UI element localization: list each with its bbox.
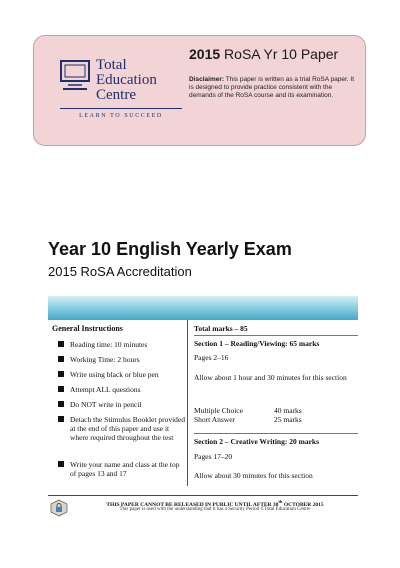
sa-marks: 25 marks: [274, 415, 302, 424]
instruction-item: Reading time: 10 minutes: [58, 340, 186, 349]
bullet-square-icon: [58, 341, 64, 347]
bullet-square-icon: [58, 461, 64, 467]
disclaimer-label: Disclaimer:: [189, 76, 225, 83]
security-notice-sub: This paper is used with the understanding that it has a Security Period ©Total Education Centre: [119, 507, 311, 512]
paper-title-text: RoSA Yr 10 Paper: [224, 46, 339, 62]
padlock-seal-icon: [50, 499, 68, 517]
instruction-item: Write your name and class at the top of pages 13 and 17: [58, 460, 186, 478]
paper-year: 2015: [189, 46, 221, 62]
total-marks: Total marks – 85: [194, 324, 248, 333]
bullet-square-icon: [58, 371, 64, 377]
disclaimer-text: This paper is written as a trial RoSA paper. It is designed to provide practice consistent with the demands of the RoSA course and its examination.: [189, 76, 355, 99]
security-notice: THIS PAPER CANNOT BE RELEASED IN PUBLIC UNTIL AFTER 30th OCTOBER 2015: [106, 499, 324, 508]
instruction-item: Detach the Stimulus Booklet provided at the end of this paper and use it where required throughout the test: [58, 415, 186, 442]
divider: [194, 433, 358, 434]
exam-subtitle: 2015 RoSA Accreditation: [48, 264, 192, 279]
decorative-banner: [48, 296, 358, 320]
instruction-item: Working Time: 2 hours: [58, 355, 186, 364]
logo-line-2: Education: [96, 72, 157, 88]
exam-title: Year 10 English Yearly Exam: [48, 239, 292, 259]
total-education-centre-logo: [60, 58, 182, 128]
logo-line-1: Total: [96, 57, 127, 73]
logo-line-3: Centre: [96, 87, 136, 103]
section1-pages: Pages 2–16: [194, 353, 229, 362]
section1-time: Allow about 1 hour and 30 minutes for this section: [194, 373, 347, 382]
logo-divider: [60, 108, 182, 109]
instruction-item: Attempt ALL questions: [58, 385, 186, 394]
logo-name: [96, 58, 157, 103]
computer-monitor-icon: [60, 60, 90, 92]
section2-pages: Pages 17–20: [194, 452, 233, 461]
logo-tagline: LEARN TO SUCCEED: [79, 113, 163, 119]
bullet-square-icon: [58, 416, 64, 422]
instruction-item: Write using black or blue pen: [58, 370, 186, 379]
section2-time: Allow about 30 minutes for this section: [194, 471, 313, 480]
bullet-square-icon: [58, 356, 64, 362]
security-footer: [48, 495, 358, 519]
footer-divider: [48, 495, 358, 496]
instruction-item: Do NOT write in pencil: [58, 400, 186, 409]
instructions-panel: [50, 320, 358, 490]
disclaimer: [189, 76, 359, 100]
paper-header-box: [33, 35, 366, 146]
section2-title: Section 2 – Creative Writing: 20 marks: [194, 437, 319, 446]
divider: [194, 335, 358, 336]
instructions-heading: General Instructions: [52, 324, 123, 333]
mc-label: Multiple Choice: [194, 406, 243, 415]
mc-marks: 40 marks: [274, 406, 302, 415]
section1-title: Section 1 – Reading/Viewing: 65 marks: [194, 339, 320, 348]
sa-label: Short Answer: [194, 415, 236, 424]
column-divider: [187, 320, 188, 486]
paper-title: [189, 46, 338, 62]
bullet-square-icon: [58, 386, 64, 392]
bullet-square-icon: [58, 401, 64, 407]
